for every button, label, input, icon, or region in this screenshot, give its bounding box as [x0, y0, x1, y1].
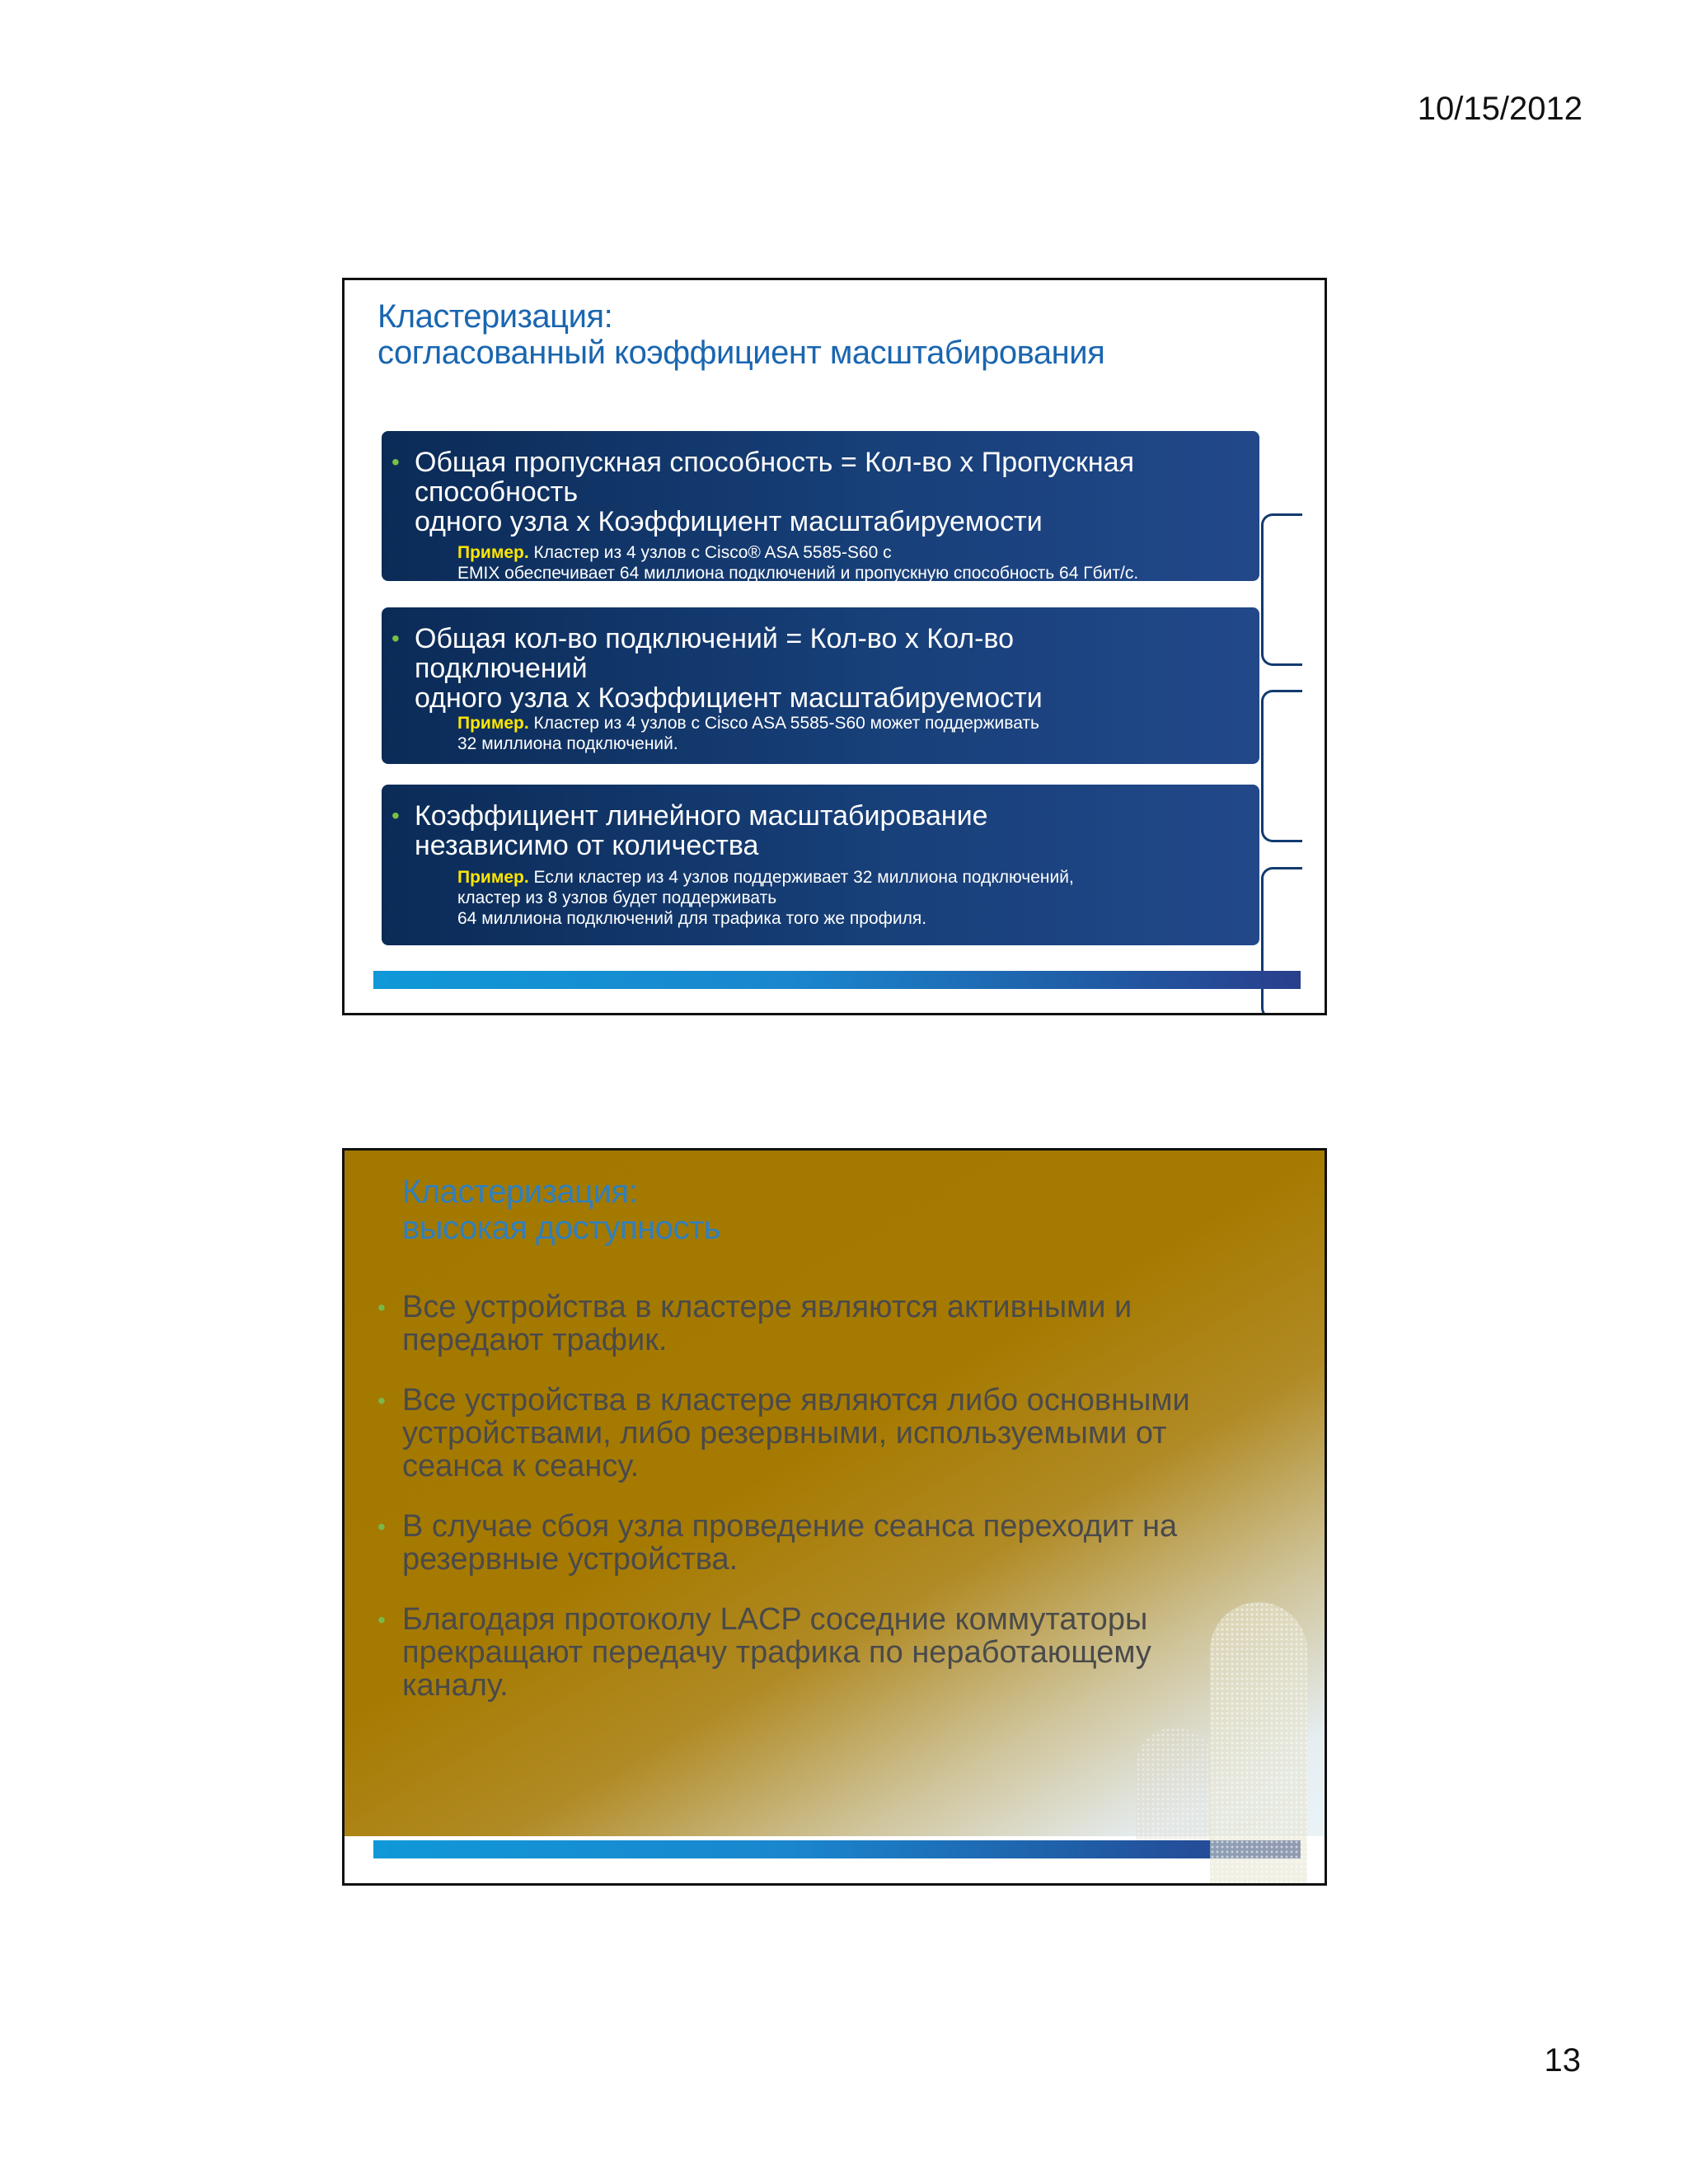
bullet-line: независимо от количества [415, 830, 759, 861]
slide-1 [342, 278, 1327, 1015]
info-box-linear-scaling [382, 785, 1259, 945]
bullet-line: устройствами, либо резервными, используемыми от [402, 1416, 1167, 1451]
info-box-example [457, 542, 1240, 583]
info-box-bullet [415, 624, 1206, 713]
bullet-line: • Общая кол-во подключений = Кол-во x Кол-во [415, 623, 1014, 654]
info-box-connections [382, 607, 1259, 764]
info-box-bullet [415, 448, 1206, 537]
slide-2-title-line: высокая доступность [402, 1210, 721, 1246]
example-line [457, 713, 1240, 733]
slide-2-bullet-list [402, 1291, 1268, 1729]
bullet-line: одного узла x Коэффициент масштабируемости [415, 506, 1043, 537]
slide-1-title-line: согласованный коэффициент масштабирования [377, 335, 1105, 371]
bullet-item [402, 1384, 1268, 1483]
bullet-line: • Благодаря протоколу LACP соседние коммутаторы [402, 1602, 1148, 1637]
page-number: 13 [1544, 2042, 1581, 2079]
example-line: 64 миллиона подключений для трафика того же профиля. [457, 909, 927, 928]
bullet-line: • Все устройства в кластере являются либо основными [402, 1383, 1190, 1418]
bullet-line: • Все устройства в кластере являются активными и [402, 1290, 1132, 1324]
example-line: EMIX обеспечивает 64 миллиона подключений и пропускную способность 64 Гбит/с. [457, 564, 1139, 583]
example-text: Кластер из 4 узлов с Cisco® ASA 5585-S60 с [528, 543, 892, 562]
slide-2-footer-strip [345, 1858, 1325, 1886]
bullet-line: каналу. [402, 1668, 509, 1703]
example-line [457, 542, 1240, 563]
slide-2 [342, 1148, 1327, 1886]
info-box-bullet [415, 801, 1206, 860]
slide-bottom-bar [373, 971, 1301, 989]
slide-bottom-bar [373, 1840, 1301, 1858]
example-line: 32 миллиона подключений. [457, 734, 678, 753]
bullet-item [402, 1603, 1268, 1702]
slide-1-title [377, 298, 1104, 371]
side-tab-decoration [1261, 867, 1302, 1015]
example-text: Кластер из 4 узлов с Cisco ASA 5585-S60 может поддерживать [528, 714, 1039, 733]
bullet-line: прекращают передачу трафика по неработающему [402, 1635, 1151, 1670]
bullet-line: одного узла x Коэффициент масштабируемости [415, 682, 1043, 714]
side-tab-decoration [1261, 690, 1302, 842]
slide-2-title [402, 1174, 720, 1246]
bullet-line: резервные устройства. [402, 1542, 738, 1577]
page-date: 10/15/2012 [1417, 91, 1582, 127]
bullet-line: • В случае сбоя узла проведение сеанса переходит на [402, 1509, 1178, 1544]
slide-2-title-line: Кластеризация: [402, 1174, 638, 1210]
example-line: кластер из 8 узлов будет поддерживать [457, 888, 777, 907]
example-label: Пример. [457, 543, 529, 562]
side-tab-decoration [1261, 513, 1302, 666]
info-box-throughput [382, 431, 1259, 581]
info-box-example [457, 713, 1240, 754]
bullet-line: • Коэффициент линейного масштабирование [415, 800, 988, 832]
bullet-line: способность [415, 476, 579, 508]
bullet-line: подключений [415, 653, 588, 684]
example-label: Пример. [457, 714, 529, 733]
example-line [457, 867, 1240, 888]
bullet-line: • Общая пропускная способность = Кол-во x Пропускная [415, 447, 1135, 478]
example-text: Если кластер из 4 узлов поддерживает 32 миллиона подключений, [528, 868, 1074, 887]
bullet-item [402, 1510, 1268, 1576]
arch-decoration [1210, 1602, 1307, 1886]
bullet-item [402, 1291, 1268, 1357]
bullet-line: сеанса к сеансу. [402, 1449, 640, 1483]
slide-1-title-line: Кластеризация: [377, 298, 613, 335]
example-label: Пример. [457, 868, 529, 887]
bullet-line: передают трафик. [402, 1323, 668, 1357]
info-box-example [457, 867, 1240, 929]
